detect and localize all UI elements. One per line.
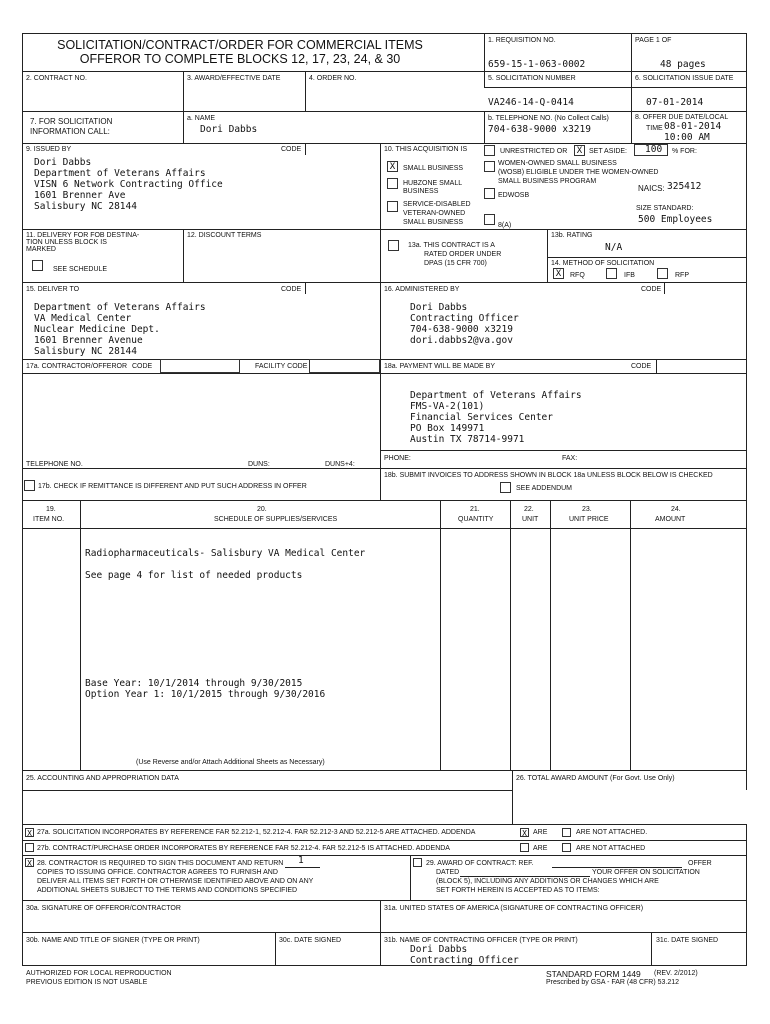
hubzone-label-2: BUSINESS xyxy=(403,188,439,195)
award-contract-checkbox[interactable] xyxy=(413,858,422,867)
rfq-label: RFQ xyxy=(570,272,585,279)
duns-label: DUNS: xyxy=(248,461,270,468)
discount-terms-label: 12. DISCOUNT TERMS xyxy=(187,232,262,239)
copies-value: 1 xyxy=(298,855,304,866)
deliver-to-address xyxy=(34,302,206,357)
offer-due-label: 8. OFFER DUE DATE/LOCAL xyxy=(635,114,729,121)
page-count-value: 48 pages xyxy=(660,59,706,70)
authorized-reproduction: AUTHORIZED FOR LOCAL REPRODUCTION xyxy=(26,970,172,977)
set-aside-percent-value: 100 xyxy=(645,144,663,155)
deliver-to-code-label: CODE xyxy=(281,286,302,293)
edwosb-label: EDWOSB xyxy=(498,192,530,199)
accounting-data-label: 25. ACCOUNTING AND APPROPRIATION DATA xyxy=(26,775,179,782)
contract-addenda-not-attached-label: ARE NOT ATTACHED xyxy=(576,845,646,852)
reverse-sheets-note: (Use Reverse and/or Attach Additional Sheets as Necessary) xyxy=(136,759,325,766)
col-unit-label: UNIT xyxy=(522,516,539,523)
payment-phone-label: PHONE: xyxy=(384,455,411,462)
administered-by-line: 704-638-9000 x3219 xyxy=(410,324,513,335)
issued-by-label: 9. ISSUED BY xyxy=(26,146,72,153)
col-item-no-label: ITEM NO. xyxy=(33,516,65,523)
unrestricted-label: UNRESTRICTED OR xyxy=(500,148,568,155)
payment-address-line: Department of Veterans Affairs xyxy=(410,390,582,401)
issue-date-value: 07-01-2014 xyxy=(646,97,704,108)
deliver-to-line: Department of Veterans Affairs xyxy=(34,302,206,313)
issued-by-line: Salisbury NC 28144 xyxy=(34,201,137,212)
co-date-signed-label: 31c. DATE SIGNED xyxy=(656,937,719,944)
information-call-label: INFORMATION CALL: xyxy=(30,127,110,136)
payment-address-line: FMS-VA-2(101) xyxy=(410,401,485,412)
co-signature-label: 31a. UNITED STATES OF AMERICA (SIGNATURE OF CONTRACTING OFFICER) xyxy=(384,905,644,912)
deliver-to-line: Salisbury NC 28144 xyxy=(34,346,137,357)
offeror-date-signed-label: 30c. DATE SIGNED xyxy=(279,937,342,944)
rfp-checkbox[interactable] xyxy=(657,268,668,279)
payment-address-line: Austin TX 78714-9971 xyxy=(410,434,525,445)
delivery-fob-label-1: 11. DELIVERY FOR FOB DESTINA- xyxy=(26,232,140,239)
solicitation-far-label: 27a. SOLICITATION INCORPORATES BY REFERENCE FAR 52.212-1, 52.212-4. FAR 52.212-3 AND 52.212-5 ARE ATTACHED. ADDENDA xyxy=(37,829,476,836)
requisition-no-label: 1. REQUISITION NO. xyxy=(488,37,556,44)
payment-code-label: CODE xyxy=(631,363,652,370)
time-label: TIME xyxy=(646,125,663,132)
sdvosb-checkbox[interactable] xyxy=(387,201,398,212)
sdvosb-label-3: SMALL BUSINESS xyxy=(403,219,464,226)
deliver-to-line: 1601 Brenner Avenue xyxy=(34,335,143,346)
schedule-line-base-year: Base Year: 10/1/2014 through 9/30/2015 xyxy=(85,678,303,689)
contact-name-label: a. NAME xyxy=(187,115,216,122)
payment-address-line: PO Box 149971 xyxy=(410,423,485,434)
issued-by-line: Department of Veterans Affairs xyxy=(34,168,206,179)
set-aside-label: SET ASIDE: xyxy=(589,148,627,155)
see-schedule-checkbox[interactable] xyxy=(32,260,43,271)
facility-code-field[interactable] xyxy=(309,359,380,373)
offer-due-date: 08-01-2014 xyxy=(664,121,722,132)
contractor-sign-line2: COPIES TO ISSUING OFFICE. CONTRACTOR AGREES TO FURNISH AND xyxy=(37,869,278,876)
telephone-label: b. TELEPHONE NO. (No Collect Calls) xyxy=(488,115,609,122)
issue-date-label: 6. SOLICITATION ISSUE DATE xyxy=(635,75,734,82)
contract-addenda-are-checkbox[interactable] xyxy=(520,843,529,852)
addenda-are-checkbox[interactable]: X xyxy=(520,828,529,837)
see-schedule-label: SEE SCHEDULE xyxy=(53,266,108,273)
rated-order-checkbox[interactable] xyxy=(388,240,399,251)
addenda-not-attached-label: ARE NOT ATTACHED. xyxy=(576,829,648,836)
contractor-sign-line3: DELIVER ALL ITEMS SET FORTH OR OTHERWISE IDENTIFIED ABOVE AND ON ANY xyxy=(37,878,314,885)
sdvosb-label-1: SERVICE-DISABLED xyxy=(403,201,471,208)
contract-addenda-not-attached-checkbox[interactable] xyxy=(562,843,571,852)
payment-label: 18a. PAYMENT WILL BE MADE BY xyxy=(384,363,495,370)
col-schedule-label: SCHEDULE OF SUPPLIES/SERVICES xyxy=(214,516,338,523)
percent-for-label: % FOR: xyxy=(672,148,697,155)
offeror-signature-label: 30a. SIGNATURE OF OFFEROR/CONTRACTOR xyxy=(26,905,181,912)
contract-no-label: 2. CONTRACT NO. xyxy=(26,75,87,82)
prescribed-by: Prescribed by GSA - FAR (48 CFR) 53.212 xyxy=(546,979,680,986)
deliver-to-label: 15. DELIVER TO xyxy=(26,286,80,293)
col-item-no-num: 19. xyxy=(46,506,56,513)
schedule-line-reference: See page 4 for list of needed products xyxy=(85,570,303,581)
form-revision: (REV. 2/2012) xyxy=(654,970,698,977)
wosb-label-3: SMALL BUSINESS PROGRAM xyxy=(498,178,597,185)
contractor-sign-label: 28. CONTRACTOR IS REQUIRED TO SIGN THIS DOCUMENT AND RETURN xyxy=(37,860,284,867)
issued-by-line: 1601 Brenner Ave xyxy=(34,190,126,201)
rfq-checkbox[interactable]: X xyxy=(553,268,564,279)
payment-address-line: Financial Services Center xyxy=(410,412,553,423)
wosb-label-1: WOMEN-OWNED SMALL BUSINESS xyxy=(498,160,617,167)
contact-name-value: Dori Dabbs xyxy=(200,124,258,135)
schedule-line-option-year: Option Year 1: 10/1/2015 through 9/30/2016 xyxy=(85,689,326,700)
block5-label: (BLOCK 5), INCLUDING ANY ADDITIONS OR CHANGES WHICH ARE xyxy=(436,878,659,885)
page-label: PAGE 1 OF xyxy=(635,37,672,44)
see-addendum-checkbox[interactable] xyxy=(500,482,511,493)
sdvosb-label-2: VETERAN-OWNED xyxy=(403,210,466,217)
award-date-label: 3. AWARD/EFFECTIVE DATE xyxy=(187,75,281,82)
see-addendum-label: SEE ADDENDUM xyxy=(516,485,573,492)
rfp-label: RFP xyxy=(675,272,689,279)
co-title-value: Contracting Officer xyxy=(410,955,519,966)
contractor-code-field[interactable] xyxy=(160,359,240,373)
unrestricted-checkbox[interactable] xyxy=(484,145,495,156)
hubzone-label-1: HUBZONE SMALL xyxy=(403,180,463,187)
total-award-label: 26. TOTAL AWARD AMOUNT (For Govt. Use Only) xyxy=(516,775,675,782)
set-aside-checkbox[interactable]: X xyxy=(574,145,585,156)
form-subtitle: OFFEROR TO COMPLETE BLOCKS 12, 17, 23, 24, & 30 xyxy=(79,52,401,66)
deliver-to-line: VA Medical Center xyxy=(34,313,132,324)
contract-far-checkbox[interactable] xyxy=(25,843,34,852)
rated-order-label-2: RATED ORDER UNDER xyxy=(424,251,502,258)
issued-by-address xyxy=(34,157,223,212)
solicitation-no-label: 5. SOLICITATION NUMBER xyxy=(488,75,576,82)
for-solicitation-label: 7. FOR SOLICITATION xyxy=(30,117,113,126)
telephone-value: 704-638-9000 x3219 xyxy=(488,124,591,135)
signer-name-label: 30b. NAME AND TITLE OF SIGNER (TYPE OR PRINT) xyxy=(26,937,200,944)
col-unit-price-num: 23. xyxy=(582,506,592,513)
duns4-label: DUNS+4: xyxy=(325,461,355,468)
acquisition-label: 10. THIS ACQUISITION IS xyxy=(384,146,468,153)
size-standard-label: SIZE STANDARD: xyxy=(636,205,694,212)
remittance-different-label: 17b. CHECK IF REMITTANCE IS DIFFERENT AND PUT SUCH ADDRESS IN OFFER xyxy=(38,483,307,490)
co-name-label: 31b. NAME OF CONTRACTING OFFICER (TYPE OR PRINT) xyxy=(384,937,578,944)
solicitation-no-value: VA246-14-Q-0414 xyxy=(488,97,574,108)
contractor-sign-line4: ADDITIONAL SHEETS SUBJECT TO THE TERMS AND CONDITIONS SPECIFIED xyxy=(37,887,298,894)
facility-code-label: FACILITY CODE xyxy=(255,363,308,370)
co-name-value: Dori Dabbs xyxy=(410,944,468,955)
addenda-are-label: ARE xyxy=(533,829,548,836)
rating-label: 13b. RATING xyxy=(551,232,593,239)
method-of-solicitation-label: 14. METHOD OF SOLICITATION xyxy=(551,260,655,267)
total-award-field[interactable] xyxy=(512,790,747,824)
previous-edition-note: PREVIOUS EDITION IS NOT USABLE xyxy=(26,979,148,986)
contractor-code-label: CODE xyxy=(132,363,153,370)
rated-order-label-3: DPAS (15 CFR 700) xyxy=(424,260,487,267)
wosb-label-2: (WOSB) ELIGIBLE UNDER THE WOMEN-OWNED xyxy=(498,169,659,176)
naics-value: 325412 xyxy=(667,181,702,192)
hubzone-checkbox[interactable] xyxy=(387,178,398,189)
administered-by-line: dori.dabbs2@va.gov xyxy=(410,335,513,346)
administered-by-code-label: CODE xyxy=(641,286,662,293)
remittance-different-checkbox[interactable] xyxy=(24,480,35,491)
addenda-not-attached-checkbox[interactable] xyxy=(562,828,571,837)
submit-invoices-label: 18b. SUBMIT INVOICES TO ADDRESS SHOWN IN BLOCK 18a UNLESS BLOCK BELOW IS CHECKED xyxy=(384,472,713,479)
administered-by-line: Contracting Officer xyxy=(410,313,519,324)
col-amount-label: AMOUNT xyxy=(655,516,686,523)
small-business-checkbox[interactable]: X xyxy=(387,161,398,172)
order-no-label: 4. ORDER NO. xyxy=(309,75,357,82)
issued-by-line: Dori Dabbs xyxy=(34,157,92,168)
rating-value: N/A xyxy=(605,242,623,253)
deliver-to-line: Nuclear Medicine Dept. xyxy=(34,324,160,335)
wosb-checkbox[interactable] xyxy=(484,161,495,172)
col-unit-price-label: UNIT PRICE xyxy=(569,516,609,523)
col-quantity-label: QUANTITY xyxy=(458,516,494,523)
administered-by-label: 16. ADMINISTERED BY xyxy=(384,286,460,293)
edwosb-checkbox[interactable] xyxy=(484,188,495,199)
size-standard-value: 500 Employees xyxy=(638,214,713,225)
offer-due-time: 10:00 AM xyxy=(664,132,710,143)
your-offer-label: YOUR OFFER ON SOLICITATION xyxy=(592,869,700,876)
issued-by-code-label: CODE xyxy=(281,146,302,153)
set-forth-label: SET FORTH HEREIN IS ACCEPTED AS TO ITEMS: xyxy=(436,887,600,894)
rated-order-label-1: 13a. THIS CONTRACT IS A xyxy=(408,242,495,249)
award-offer-label: OFFER xyxy=(688,860,712,867)
requisition-no-value: 659-15-1-063-0002 xyxy=(488,59,586,70)
col-unit-num: 22. xyxy=(524,506,534,513)
eight-a-label: 8(A) xyxy=(498,222,512,229)
naics-label: NAICS: xyxy=(638,184,665,193)
col-quantity-num: 21. xyxy=(470,506,480,513)
administered-by-line: Dori Dabbs xyxy=(410,302,468,313)
solicitation-far-checkbox[interactable]: X xyxy=(25,828,34,837)
delivery-fob-label-2: TION UNLESS BLOCK IS xyxy=(26,239,107,246)
award-dated-label: DATED xyxy=(436,869,460,876)
schedule-line-description: Radiopharmaceuticals- Salisbury VA Medical Center xyxy=(85,548,366,559)
eight-a-checkbox[interactable] xyxy=(484,214,495,225)
award-contract-label: 29. AWARD OF CONTRACT: REF. xyxy=(426,860,534,867)
delivery-fob-label-3: MARKED xyxy=(26,246,56,253)
contractor-telephone-label: TELEPHONE NO. xyxy=(26,461,83,468)
small-business-label: SMALL BUSINESS xyxy=(403,165,464,172)
contractor-label: 17a. CONTRACTOR/OFFEROR xyxy=(26,363,127,370)
form-title: SOLICITATION/CONTRACT/ORDER FOR COMMERCIAL ITEMS xyxy=(57,38,423,52)
contract-addenda-are-label: ARE xyxy=(533,845,548,852)
payment-fax-label: FAX: xyxy=(562,455,578,462)
ifb-label: IFB xyxy=(624,272,635,279)
issued-by-line: VISN 6 Network Contracting Office xyxy=(34,179,223,190)
contract-far-label: 27b. CONTRACT/PURCHASE ORDER INCORPORATES BY REFERENCE FAR 52.212-4. FAR 52.212-5 IS ATTACHED. ADDENDA xyxy=(37,845,450,852)
col-schedule-num: 20. xyxy=(257,506,267,513)
col-amount-num: 24. xyxy=(671,506,681,513)
administered-by-address xyxy=(410,302,519,346)
form-name: STANDARD FORM 1449 xyxy=(546,969,641,979)
contractor-sign-checkbox[interactable]: X xyxy=(25,858,34,867)
payment-address xyxy=(410,390,582,445)
ifb-checkbox[interactable] xyxy=(606,268,617,279)
